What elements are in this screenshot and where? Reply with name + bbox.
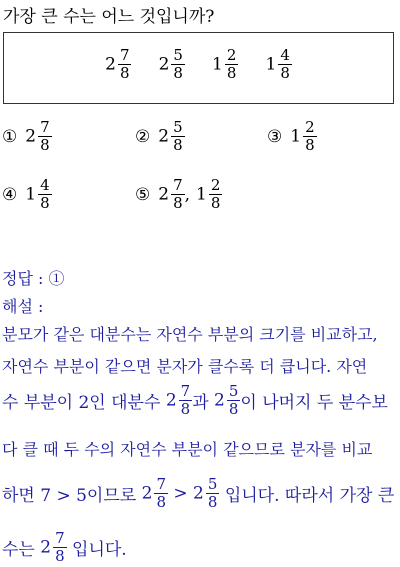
explanation-line-5: 하면 7 > 5이므로 2 $\frac{7}{8}$ > 2 $\frac{5}{8}$ 입니다. 따라서 가장 큰	[2, 475, 395, 511]
option-5[interactable]: ⑤ 2 $\frac{7}{8}$ , 1 $\frac{2}{8}$	[135, 176, 221, 212]
fraction: $\frac{7}{8}$	[156, 475, 166, 511]
explanation-line-4: 다 클 때 두 수의 자연수 부분이 같으므로 분자를 비교	[2, 440, 373, 459]
fraction: $\frac{5}{8}$	[207, 475, 218, 511]
answer-label: 정답 : ①	[2, 269, 65, 288]
box-number-2: 2 $\frac{5}{8}$	[158, 46, 183, 82]
fraction: $\frac{7}{8}$	[180, 382, 191, 418]
option-2[interactable]: ② 2 $\frac{5}{8}$	[135, 118, 183, 154]
box-numbers	[4, 47, 393, 82]
explanation-line-6: 수는 2 $\frac{7}{8}$ 입니다.	[2, 529, 127, 565]
option-4[interactable]: ④ 1 $\frac{4}{8}$	[2, 176, 50, 212]
fraction: $\frac{7}{8}$	[55, 529, 65, 565]
fraction: $\frac{5}{8}$	[228, 382, 239, 418]
question-text: 가장 큰 수는 어느 것입니까?	[3, 7, 215, 27]
box-number-3: 1 $\frac{2}{8}$	[212, 46, 237, 82]
explanation-label: 해설 :	[2, 297, 44, 316]
box-number-4: 1 $\frac{4}{8}$	[265, 46, 290, 82]
option-3[interactable]: ③ 1 $\frac{2}{8}$	[267, 118, 315, 154]
explanation-line-3: 수 부분이 2인 대분수 2 $\frac{7}{8}$ 과 2 $\frac{5}{8}$ 이 나머지 두 분수보	[2, 382, 388, 418]
explanation-line-2: 자연수 부분이 같으면 분자가 클수록 더 큽니다. 자연	[2, 357, 368, 376]
explanation-line-1: 분모가 같은 대분수는 자연수 부분의 크기를 비교하고,	[2, 325, 378, 344]
option-1[interactable]: ① 2 $\frac{7}{8}$	[2, 118, 50, 154]
number-box	[3, 32, 394, 104]
box-number-1: 2 $\frac{7}{8}$	[105, 46, 130, 82]
